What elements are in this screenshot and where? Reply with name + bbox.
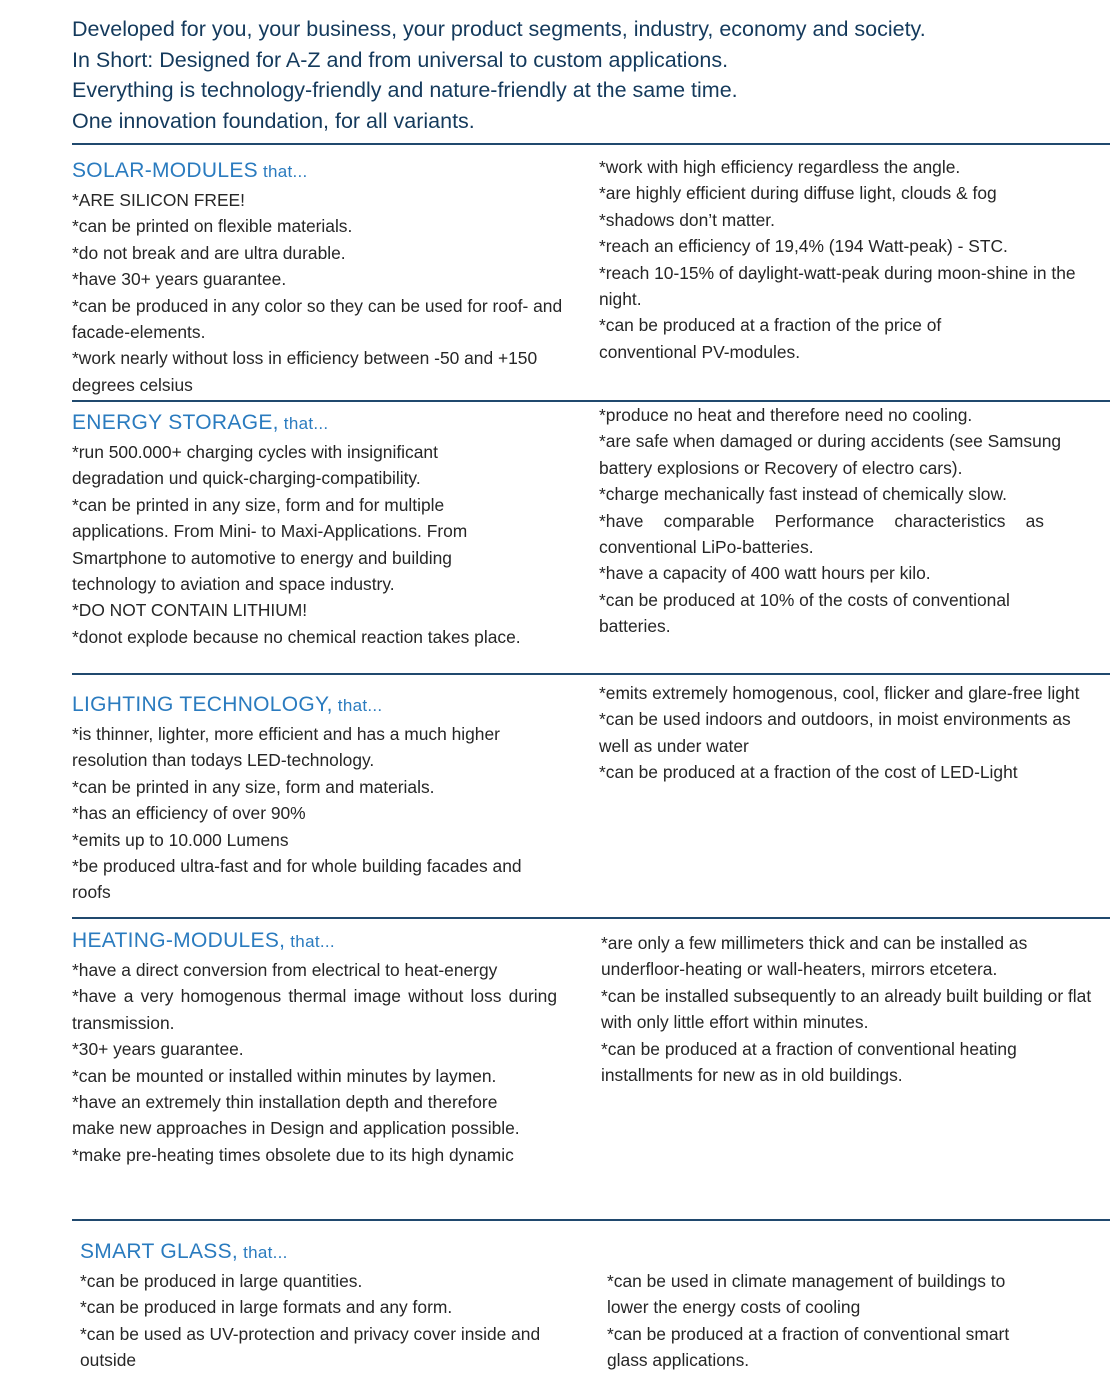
section-divider	[72, 917, 1110, 919]
bullet: *are only a few millimeters thick and can be installed as underfloor-heating or wall-heaters, mirrors etcetera.	[601, 933, 1028, 980]
intro-line: Developed for you, your business, your product segments, industry, economy and society.	[72, 17, 926, 41]
bullet: *donot explode because no chemical reaction takes place.	[72, 626, 521, 647]
solar-right-column	[599, 154, 1094, 365]
bullet: *have a capacity of 400 watt hours per kilo.	[599, 563, 931, 584]
bullet: *make pre-heating times obsolete due to its high dynamic	[72, 1144, 514, 1165]
bullet: *30+ years guarantee.	[72, 1039, 244, 1060]
section-title: ENERGY STORAGE,	[72, 411, 279, 434]
section-heading	[80, 1237, 560, 1268]
bullet: *is thinner, lighter, more efficient and has a much higher resolution than todays LED-technology.	[72, 724, 500, 771]
bullet: *shadows don’t matter.	[599, 209, 775, 230]
bullet: *can be used indoors and outdoors, in moist environments as well as under water	[599, 709, 1071, 756]
section-title: SMART GLASS,	[80, 1240, 239, 1263]
bullet: *emits extremely homogenous, cool, flicker and glare-free light	[599, 683, 1080, 703]
energy-left-column	[72, 408, 572, 650]
bullet: *be produced ultra-fast and for whole building facades and roofs	[72, 856, 522, 903]
bullet: *reach an efficiency of 19,4% (194 Watt-peak) - STC.	[599, 236, 1008, 257]
section-suffix: that...	[332, 696, 383, 715]
bullet: *have a direct conversion from electrical to heat-energy	[72, 960, 498, 980]
section-divider	[72, 673, 1110, 675]
section-suffix: that...	[257, 162, 308, 181]
bullet: *charge mechanically fast instead of chemically slow.	[599, 484, 1007, 505]
bullet: *have a very homogenous thermal image without loss during transmission.	[72, 986, 557, 1033]
section-suffix: that...	[238, 1243, 288, 1262]
bullet: *can be produced in large quantities.	[80, 1271, 363, 1291]
glass-left-column	[80, 1237, 560, 1374]
bullet: *can be produced at 10% of the costs of conventional batteries.	[599, 589, 1010, 637]
bullet: *can be installed subsequently to an already built building or flat with only little effort within minutes.	[601, 985, 1092, 1033]
bullet: *can be used as UV-protection and privacy cover inside and outside	[80, 1323, 541, 1371]
bullet: *have an extremely thin installation depth and therefore make new approaches in Design and application possible.	[72, 1092, 520, 1139]
bullet: *can be produced at a fraction of conventional heating installments for new as in old buildings.	[601, 1038, 1017, 1086]
bullet: *can be produced at a fraction of the price of conventional PV-modules.	[599, 315, 942, 362]
bullet: *can be mounted or installed within minutes by laymen.	[72, 1065, 497, 1086]
intro-line: In Short: Designed for A-Z and from universal to custom applications.	[72, 47, 729, 72]
bullet: *reach 10-15% of daylight-watt-peak during moon-shine in the night.	[599, 262, 1076, 310]
bullet: *can be produced in any color so they can be used for roof- and facade-elements.	[72, 295, 563, 343]
section-suffix: that...	[285, 932, 335, 951]
intro-block	[72, 14, 926, 136]
bullet: *have 30+ years guarantee.	[72, 269, 287, 290]
section-suffix: that...	[278, 414, 329, 433]
section-divider	[72, 143, 1110, 145]
heating-left-column	[72, 926, 557, 1168]
bullet: *has an efficiency of over 90%	[72, 803, 306, 824]
section-divider	[72, 1219, 1110, 1221]
section-heading	[72, 408, 572, 439]
bullet: *are safe when damaged or during accidents (see Samsung battery explosions or Recovery of electro cars).	[599, 431, 1062, 478]
bullet: *can be printed in any size, form and materials.	[72, 776, 435, 797]
bullet: *are highly efficient during diffuse light, clouds & fog	[599, 183, 997, 204]
intro-line: One innovation foundation, for all variants.	[72, 108, 475, 133]
glass-right-column	[607, 1268, 1087, 1374]
section-title: SOLAR-MODULES	[72, 159, 258, 182]
heating-right-column	[601, 930, 1106, 1088]
solar-left-column	[72, 156, 582, 398]
bullet: *ARE SILICON FREE!	[72, 190, 245, 210]
bullet: *emits up to 10.000 Lumens	[72, 829, 289, 850]
bullet: *can be used in climate management of buildings to lower the energy costs of cooling	[607, 1271, 1006, 1318]
bullet: *work with high efficiency regardless the angle.	[599, 157, 961, 177]
section-heading	[72, 690, 562, 721]
lighting-left-column	[72, 690, 562, 906]
section-title: LIGHTING TECHNOLOGY,	[72, 693, 333, 716]
lighting-right-column	[599, 680, 1094, 786]
bullet: *can be produced at a fraction of the cost of LED-Light	[599, 762, 1018, 783]
section-heading	[72, 926, 557, 957]
bullet: *produce no heat and therefore need no cooling.	[599, 405, 973, 425]
bullet: *run 500.000+ charging cycles with insignificant degradation und quick-charging-compatibility.	[72, 442, 438, 489]
bullet: *DO NOT CONTAIN LITHIUM!	[72, 600, 308, 621]
section-heading	[72, 156, 582, 187]
section-title: HEATING-MODULES,	[72, 929, 286, 952]
bullet: *can be printed in any size, form and for multiple applications. From Mini- to Maxi-Applications. From Smartphone to automotive to energy and building technology to aviation and space industry.	[72, 494, 468, 595]
bullet: *can be printed on flexible materials.	[72, 216, 353, 237]
bullet: *do not break and are ultra durable.	[72, 242, 346, 263]
intro-line: Everything is technology-friendly and nature-friendly at the same time.	[72, 78, 738, 103]
bullet: *can be produced in large formats and any form.	[80, 1297, 453, 1318]
bullet: *have comparable Performance characteristics as conventional LiPo-batteries.	[599, 510, 1044, 558]
bullet: *work nearly without loss in efficiency between -50 and +150 degrees celsius	[72, 348, 538, 395]
bullet: *can be produced at a fraction of conventional smart glass applications.	[607, 1323, 1010, 1371]
energy-right-column	[599, 402, 1089, 640]
